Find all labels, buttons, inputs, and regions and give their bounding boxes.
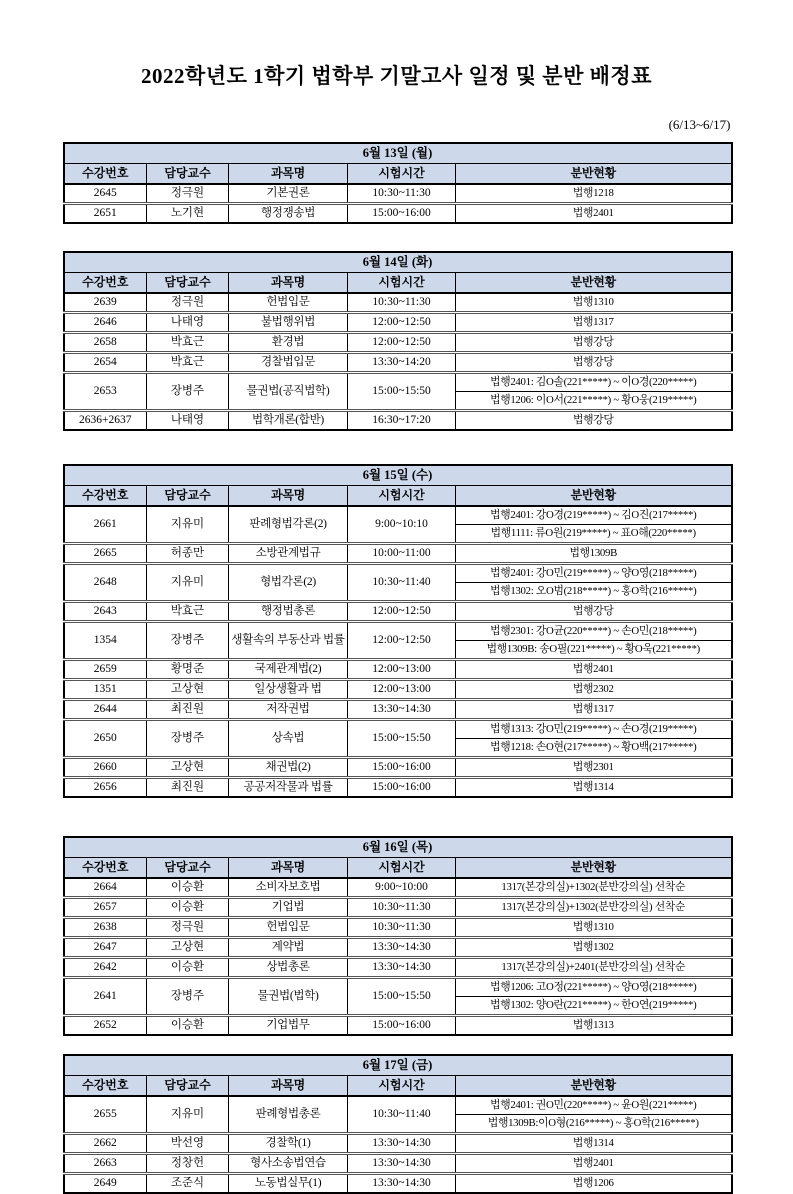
cell-professor: 고상현 (147, 758, 229, 778)
cell-course-no: 2665 (64, 544, 147, 564)
cell-course-no: 2645 (64, 184, 147, 204)
day-header-label: 6월 15일 (수) (64, 465, 732, 486)
cell-course-no: 2662 (64, 1134, 147, 1154)
cell-assignment: 법행1206: 고O정(221*****) ~ 양O영(218*****) (456, 978, 732, 997)
column-header-assign: 분반현황 (456, 858, 732, 879)
cell-professor: 이승환 (147, 878, 229, 898)
cell-exam-time: 13:30~14:30 (348, 1154, 456, 1174)
day-header-row (64, 465, 732, 486)
column-header-subject: 과목명 (229, 1076, 348, 1097)
day-header-row (64, 837, 732, 858)
cell-course-no: 2639 (64, 293, 147, 313)
cell-exam-time: 15:00~15:50 (348, 720, 456, 758)
cell-professor: 나태영 (147, 411, 229, 431)
course-row (64, 204, 732, 224)
cell-subject: 물권법(공직법학) (229, 373, 348, 411)
cell-subject: 행정쟁송법 (229, 204, 348, 224)
cell-assignment: 법행1313: 강O민(219*****) ~ 손O경(219*****) (456, 720, 732, 739)
column-header-no: 수강번호 (64, 164, 147, 185)
cell-assignment: 법행2401 (456, 204, 732, 224)
cell-professor: 정극원 (147, 918, 229, 938)
column-header-time: 시험시간 (348, 858, 456, 879)
column-header-row (64, 1076, 732, 1097)
exam-table-1 (63, 142, 733, 224)
cell-subject: 상속법 (229, 720, 348, 758)
column-header-time: 시험시간 (348, 164, 456, 185)
cell-assignment: 법행1317 (456, 313, 732, 333)
cell-exam-time: 10:00~11:00 (348, 544, 456, 564)
cell-professor: 고상현 (147, 938, 229, 958)
course-row (64, 660, 732, 680)
cell-course-no: 2636+2637 (64, 411, 147, 431)
cell-subject: 기업법무 (229, 1016, 348, 1036)
column-header-no: 수강번호 (64, 1076, 147, 1097)
cell-exam-time: 10:30~11:40 (348, 1096, 456, 1134)
cell-professor: 장병주 (147, 622, 229, 660)
cell-assignment: 법행강당 (456, 353, 732, 373)
day-header-row (64, 252, 732, 273)
column-header-assign: 분반현황 (456, 164, 732, 185)
course-row (64, 758, 732, 778)
cell-exam-time: 15:00~16:00 (348, 204, 456, 224)
cell-exam-time: 12:00~12:50 (348, 333, 456, 353)
cell-course-no: 2653 (64, 373, 147, 411)
column-header-row (64, 858, 732, 879)
cell-course-no: 2643 (64, 602, 147, 622)
cell-exam-time: 15:00~15:50 (348, 978, 456, 1016)
cell-course-no: 1351 (64, 680, 147, 700)
cell-course-no: 2644 (64, 700, 147, 720)
cell-course-no: 2641 (64, 978, 147, 1016)
course-row (64, 411, 732, 431)
course-row (64, 878, 732, 898)
column-header-time: 시험시간 (348, 486, 456, 507)
cell-assignment: 법행1317 (456, 700, 732, 720)
cell-subject: 판례형법각론(2) (229, 506, 348, 544)
cell-course-no: 2648 (64, 564, 147, 602)
cell-subject: 일상생활과 법 (229, 680, 348, 700)
cell-assignment: 법행1218: 손O현(217*****) ~ 황O백(217*****) (456, 739, 732, 758)
course-row (64, 1174, 732, 1194)
course-row (64, 544, 732, 564)
cell-subject: 생활속의 부동산과 법률 (229, 622, 348, 660)
cell-assignment: 법행강당 (456, 411, 732, 431)
column-header-no: 수강번호 (64, 273, 147, 294)
column-header-subject: 과목명 (229, 273, 348, 294)
cell-course-no: 2647 (64, 938, 147, 958)
course-row (64, 1154, 732, 1174)
cell-assignment: 법행1310 (456, 918, 732, 938)
cell-exam-time: 12:00~12:50 (348, 622, 456, 660)
exam-table-4 (63, 836, 733, 1036)
cell-subject: 기본권론 (229, 184, 348, 204)
cell-assignment: 법행강당 (456, 602, 732, 622)
cell-exam-time: 12:00~13:00 (348, 660, 456, 680)
cell-exam-time: 9:00~10:10 (348, 506, 456, 544)
course-row (64, 938, 732, 958)
cell-professor: 장병주 (147, 373, 229, 411)
cell-subject: 법학개론(합반) (229, 411, 348, 431)
cell-subject: 채권법(2) (229, 758, 348, 778)
cell-exam-time: 10:30~11:30 (348, 184, 456, 204)
cell-assignment: 법행2401: 권O민(220*****) ~ 윤O원(221*****) (456, 1096, 732, 1115)
cell-professor: 이승환 (147, 898, 229, 918)
cell-professor: 최진원 (147, 778, 229, 798)
exam-schedule-tables (63, 142, 731, 1194)
day-header-label: 6월 17일 (금) (64, 1055, 732, 1076)
cell-subject: 소방관계법규 (229, 544, 348, 564)
course-row (64, 720, 732, 739)
column-header-row (64, 273, 732, 294)
column-header-prof: 담당교수 (147, 164, 229, 185)
cell-exam-time: 10:30~11:30 (348, 898, 456, 918)
column-header-time: 시험시간 (348, 1076, 456, 1097)
cell-assignment: 법행1111: 류O원(219*****) ~ 표O해(220*****) (456, 525, 732, 544)
cell-exam-time: 12:00~12:50 (348, 602, 456, 622)
cell-assignment: 법행2401: 강O민(219*****) ~ 양O영(218*****) (456, 564, 732, 583)
cell-assignment: 법행2401 (456, 660, 732, 680)
cell-assignment: 법행1206: 이O서(221*****) ~ 황O웅(219*****) (456, 392, 732, 411)
course-row (64, 918, 732, 938)
cell-professor: 지유미 (147, 1096, 229, 1134)
cell-exam-time: 15:00~16:00 (348, 1016, 456, 1036)
cell-professor: 박효근 (147, 602, 229, 622)
cell-professor: 이승환 (147, 958, 229, 978)
column-header-subject: 과목명 (229, 486, 348, 507)
cell-subject: 경찰학(1) (229, 1134, 348, 1154)
cell-course-no: 2646 (64, 313, 147, 333)
exam-table-3 (63, 464, 733, 798)
cell-exam-time: 10:30~11:30 (348, 918, 456, 938)
cell-assignment: 법행2401: 김O솔(221*****) ~ 이O경(220*****) (456, 373, 732, 392)
cell-exam-time: 15:00~15:50 (348, 373, 456, 411)
column-header-prof: 담당교수 (147, 858, 229, 879)
cell-subject: 헌법입문 (229, 918, 348, 938)
cell-assignment: 법행2301 (456, 758, 732, 778)
content-area (63, 117, 731, 1194)
cell-subject: 물권법(법학) (229, 978, 348, 1016)
course-row (64, 1096, 732, 1115)
course-row (64, 680, 732, 700)
course-row (64, 353, 732, 373)
column-header-assign: 분반현황 (456, 273, 732, 294)
cell-course-no: 2661 (64, 506, 147, 544)
course-row (64, 958, 732, 978)
cell-course-no: 2658 (64, 333, 147, 353)
course-row (64, 778, 732, 798)
cell-professor: 지유미 (147, 506, 229, 544)
column-header-subject: 과목명 (229, 858, 348, 879)
cell-professor: 박선영 (147, 1134, 229, 1154)
day-header-row (64, 1055, 732, 1076)
cell-professor: 허종만 (147, 544, 229, 564)
cell-exam-time: 13:30~14:30 (348, 1174, 456, 1194)
cell-professor: 최진원 (147, 700, 229, 720)
column-header-prof: 담당교수 (147, 486, 229, 507)
column-header-row (64, 164, 732, 185)
course-row (64, 700, 732, 720)
cell-professor: 지유미 (147, 564, 229, 602)
cell-course-no: 2638 (64, 918, 147, 938)
column-header-time: 시험시간 (348, 273, 456, 294)
course-row (64, 184, 732, 204)
column-header-prof: 담당교수 (147, 273, 229, 294)
course-row (64, 1016, 732, 1036)
cell-assignment: 법행2401 (456, 1154, 732, 1174)
cell-professor: 나태영 (147, 313, 229, 333)
cell-course-no: 2655 (64, 1096, 147, 1134)
cell-professor: 조준식 (147, 1174, 229, 1194)
cell-subject: 행정법총론 (229, 602, 348, 622)
course-row (64, 293, 732, 313)
cell-subject: 불법행위법 (229, 313, 348, 333)
cell-exam-time: 13:30~14:30 (348, 700, 456, 720)
cell-assignment: 법행1302 (456, 938, 732, 958)
cell-assignment: 법행1302: 양O란(221*****) ~ 한O연(219*****) (456, 997, 732, 1016)
cell-professor: 박효근 (147, 353, 229, 373)
cell-assignment: 법행1206 (456, 1174, 732, 1194)
course-row (64, 602, 732, 622)
cell-assignment: 법행1309B (456, 544, 732, 564)
course-row (64, 373, 732, 392)
cell-professor: 고상현 (147, 680, 229, 700)
cell-assignment: 법행1314 (456, 1134, 732, 1154)
cell-subject: 형사소송법연습 (229, 1154, 348, 1174)
cell-subject: 계약법 (229, 938, 348, 958)
cell-assignment: 법행2301: 강O균(220*****) ~ 손O민(218*****) (456, 622, 732, 641)
cell-exam-time: 10:30~11:40 (348, 564, 456, 602)
course-row (64, 506, 732, 525)
column-header-subject: 과목명 (229, 164, 348, 185)
cell-exam-time: 15:00~16:00 (348, 758, 456, 778)
day-header-label: 6월 16일 (목) (64, 837, 732, 858)
cell-assignment: 법행1309B:이O형(216*****) ~ 홍O학(216*****) (456, 1115, 732, 1134)
day-header-row (64, 143, 732, 164)
cell-exam-time: 13:30~14:30 (348, 938, 456, 958)
cell-subject: 저작권법 (229, 700, 348, 720)
cell-assignment: 법행1218 (456, 184, 732, 204)
cell-subject: 상법총론 (229, 958, 348, 978)
cell-subject: 소비자보호법 (229, 878, 348, 898)
cell-assignment: 1317(본강의실)+2401(분반강의실) 선착순 (456, 958, 732, 978)
cell-course-no: 2652 (64, 1016, 147, 1036)
course-row (64, 622, 732, 641)
cell-course-no: 2660 (64, 758, 147, 778)
cell-exam-time: 16:30~17:20 (348, 411, 456, 431)
cell-subject: 판례형법총론 (229, 1096, 348, 1134)
cell-course-no: 2657 (64, 898, 147, 918)
course-row (64, 333, 732, 353)
page-title: 2022학년도 1학기 법학부 기말고사 일정 및 분반 배정표 (141, 64, 652, 88)
cell-exam-time: 9:00~10:00 (348, 878, 456, 898)
cell-professor: 노기현 (147, 204, 229, 224)
cell-subject: 노동법실무(1) (229, 1174, 348, 1194)
cell-professor: 장병주 (147, 720, 229, 758)
cell-exam-time: 12:00~13:00 (348, 680, 456, 700)
cell-course-no: 2659 (64, 660, 147, 680)
cell-course-no: 2664 (64, 878, 147, 898)
column-header-no: 수강번호 (64, 858, 147, 879)
cell-exam-time: 12:00~12:50 (348, 313, 456, 333)
column-header-assign: 분반현황 (456, 486, 732, 507)
exam-table-2 (63, 251, 733, 431)
cell-professor: 장병주 (147, 978, 229, 1016)
cell-course-no: 2649 (64, 1174, 147, 1194)
column-header-prof: 담당교수 (147, 1076, 229, 1097)
cell-subject: 공공저작물과 법률 (229, 778, 348, 798)
cell-course-no: 2650 (64, 720, 147, 758)
cell-assignment: 법행1302: 오O범(218*****) ~ 홍O학(216*****) (456, 583, 732, 602)
cell-course-no: 2642 (64, 958, 147, 978)
day-header-label: 6월 13일 (월) (64, 143, 732, 164)
cell-assignment: 법행1313 (456, 1016, 732, 1036)
cell-exam-time: 15:00~16:00 (348, 778, 456, 798)
cell-assignment: 법행2401: 강O경(219*****) ~ 김O진(217*****) (456, 506, 732, 525)
cell-assignment: 법행강당 (456, 333, 732, 353)
day-header-label: 6월 14일 (화) (64, 252, 732, 273)
cell-course-no: 2651 (64, 204, 147, 224)
cell-subject: 국제관계법(2) (229, 660, 348, 680)
column-header-assign: 분반현황 (456, 1076, 732, 1097)
cell-exam-time: 13:30~14:20 (348, 353, 456, 373)
cell-subject: 형법각론(2) (229, 564, 348, 602)
cell-subject: 헌법입문 (229, 293, 348, 313)
cell-professor: 황명준 (147, 660, 229, 680)
exam-table-5 (63, 1054, 733, 1194)
cell-assignment: 법행1310 (456, 293, 732, 313)
date-range-label: (6/13~6/17) (668, 117, 731, 132)
course-row (64, 313, 732, 333)
cell-professor: 정창헌 (147, 1154, 229, 1174)
course-row (64, 898, 732, 918)
cell-assignment: 법행1314 (456, 778, 732, 798)
cell-subject: 기업법 (229, 898, 348, 918)
column-header-no: 수강번호 (64, 486, 147, 507)
column-header-row (64, 486, 732, 507)
cell-course-no: 1354 (64, 622, 147, 660)
course-row (64, 978, 732, 997)
cell-assignment: 1317(본강의실)+1302(분반강의실) 선착순 (456, 878, 732, 898)
cell-exam-time: 13:30~14:30 (348, 958, 456, 978)
cell-professor: 정극원 (147, 293, 229, 313)
cell-subject: 환경법 (229, 333, 348, 353)
cell-course-no: 2654 (64, 353, 147, 373)
cell-assignment: 1317(본강의실)+1302(분반강의실) 선착순 (456, 898, 732, 918)
cell-course-no: 2656 (64, 778, 147, 798)
course-row (64, 564, 732, 583)
cell-assignment: 법행1309B: 송O필(221*****) ~ 황O욱(221*****) (456, 641, 732, 660)
cell-exam-time: 13:30~14:30 (348, 1134, 456, 1154)
cell-subject: 경찰법입문 (229, 353, 348, 373)
cell-professor: 이승환 (147, 1016, 229, 1036)
cell-professor: 정극원 (147, 184, 229, 204)
cell-course-no: 2663 (64, 1154, 147, 1174)
cell-assignment: 법행2302 (456, 680, 732, 700)
cell-exam-time: 10:30~11:30 (348, 293, 456, 313)
course-row (64, 1134, 732, 1154)
cell-professor: 박효근 (147, 333, 229, 353)
